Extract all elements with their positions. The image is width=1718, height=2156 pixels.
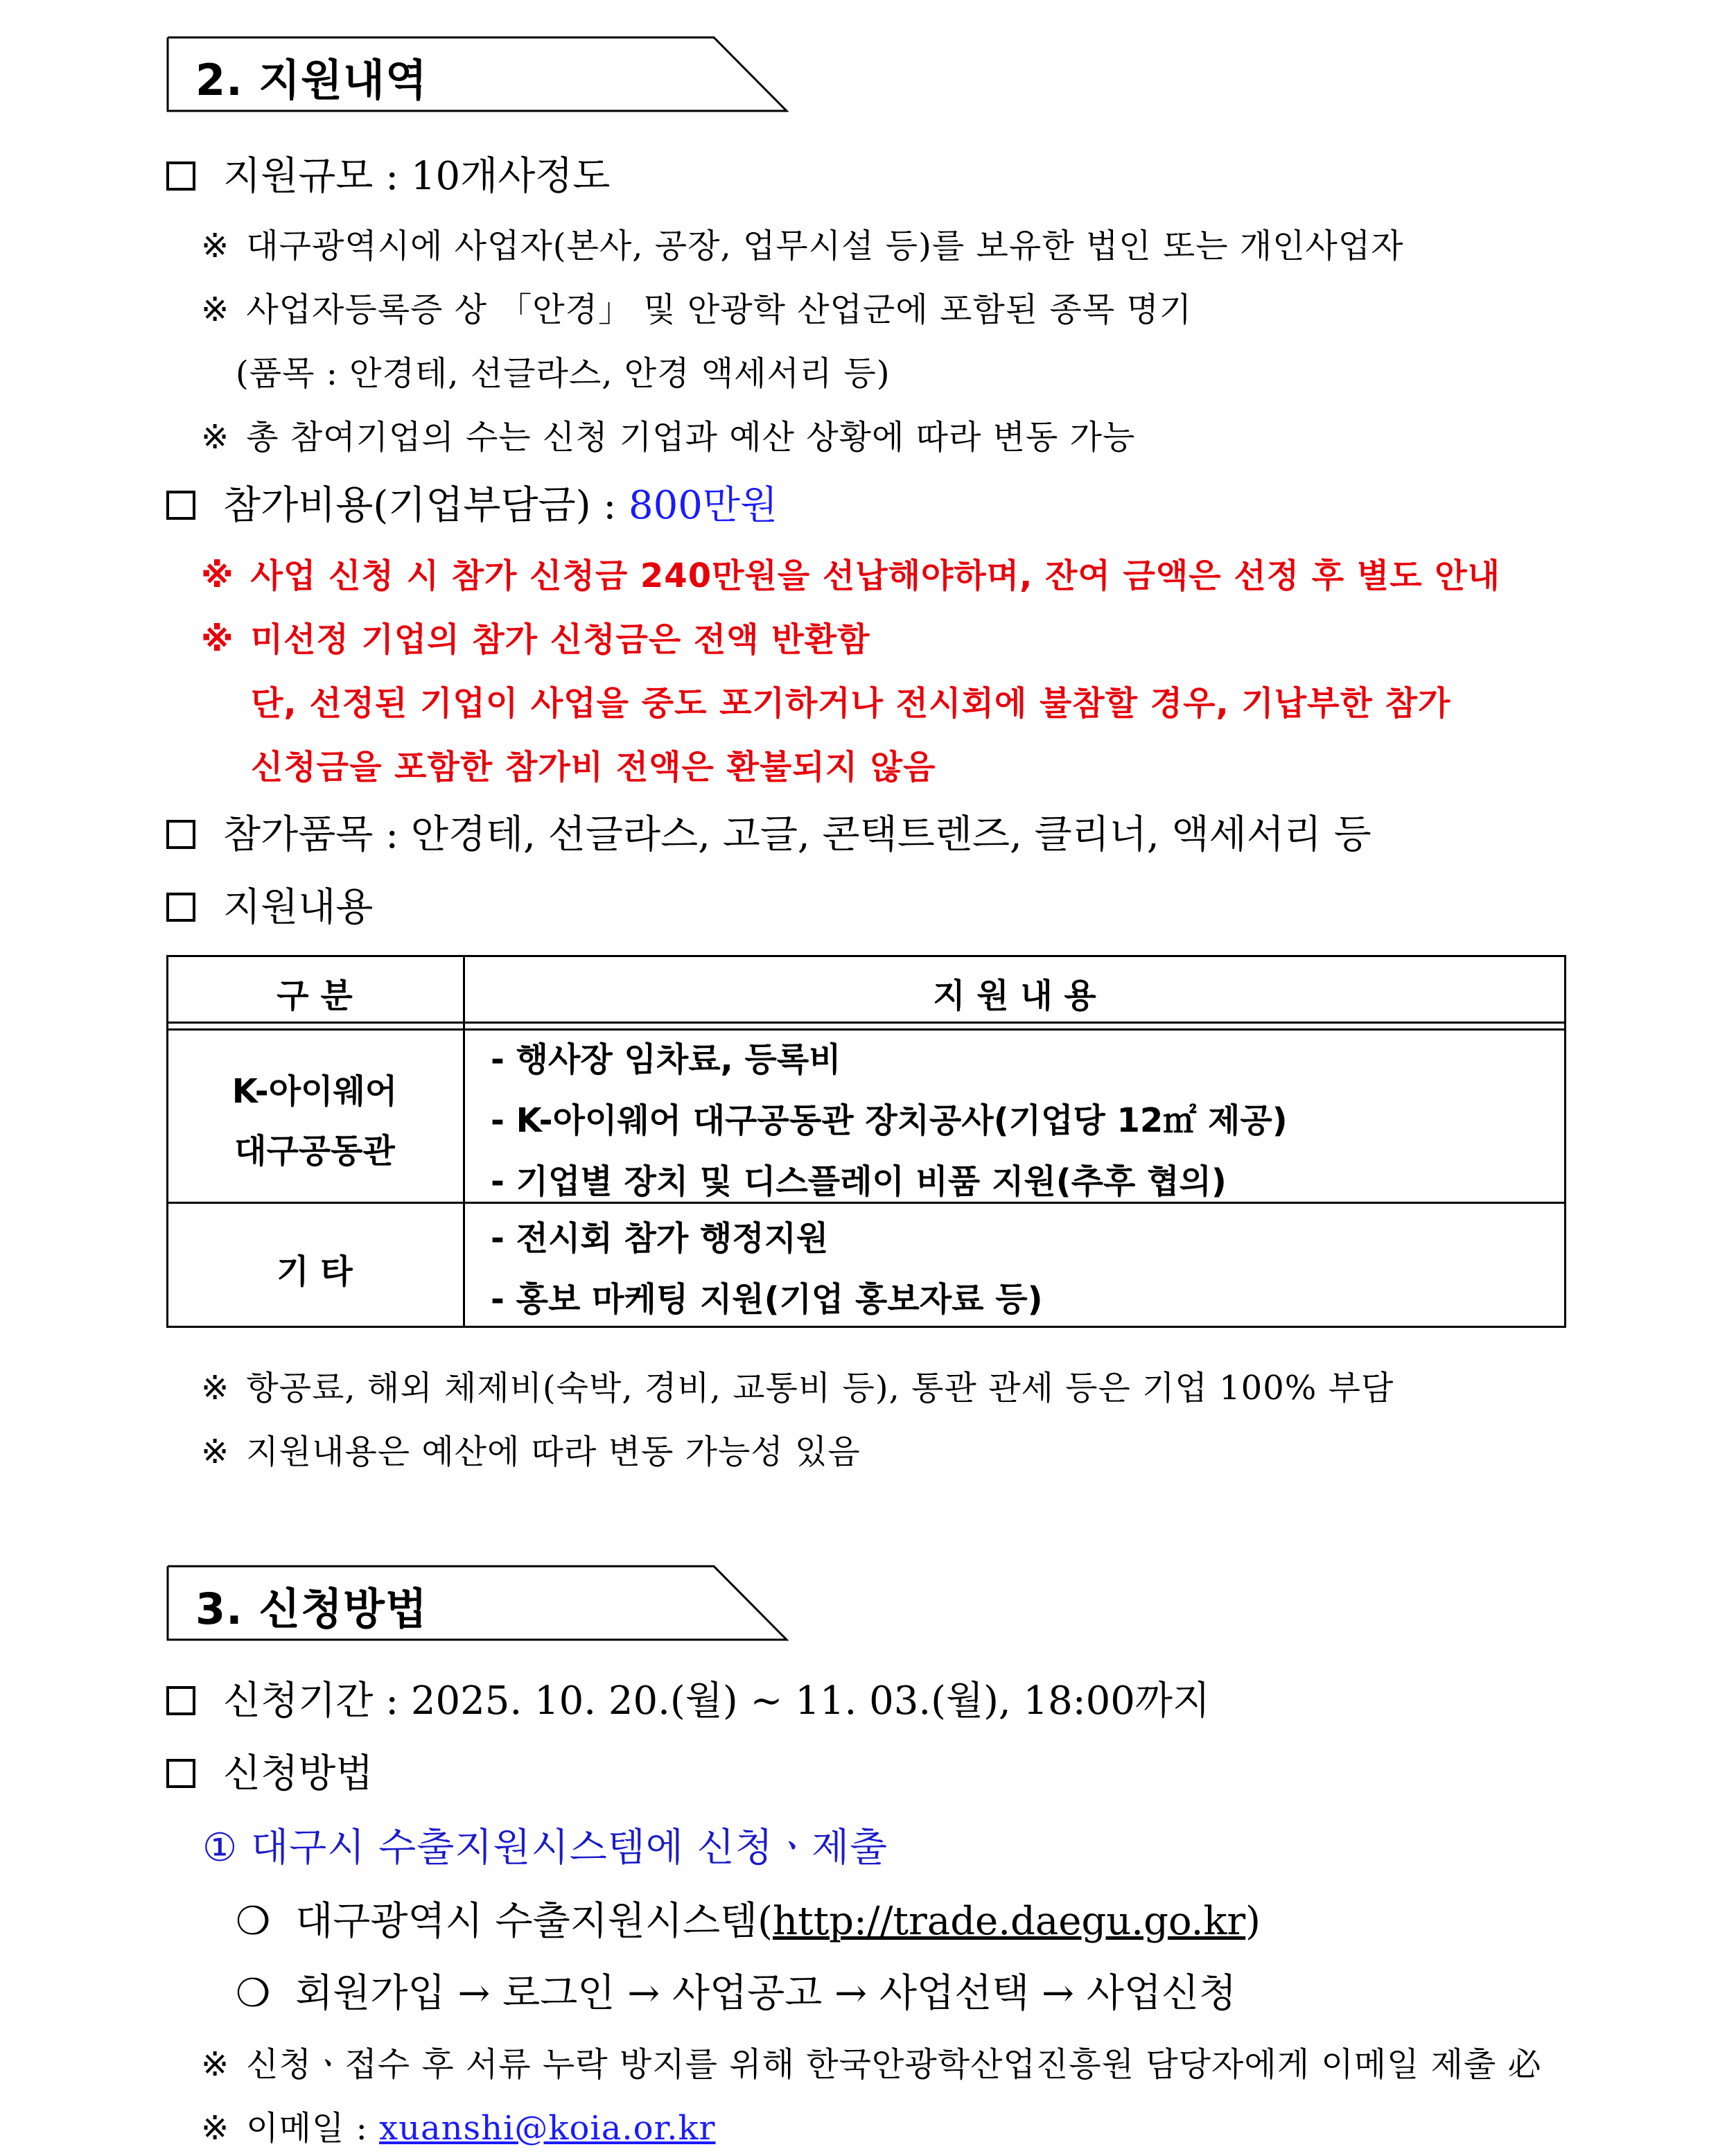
- support-line: [166, 877, 373, 932]
- period-value: 2025. 10. 20.(월) ~ 11. 03.(월), 18:00까지: [410, 1679, 1211, 1724]
- table-header-category: 구 분: [277, 976, 353, 1015]
- fee-value: 800만원: [629, 483, 778, 528]
- checkbox-icon: [166, 1686, 195, 1715]
- note-mark-icon: ※: [201, 2109, 230, 2148]
- checkbox-icon: [166, 491, 195, 520]
- method-line: [166, 1743, 373, 1798]
- note-mark-icon: ※: [201, 1369, 230, 1408]
- circle-bullet-icon: ❍: [236, 1971, 271, 2016]
- period-label: 신청기간: [223, 1679, 374, 1724]
- scale-note-4: ※ 총 참여기업의 수는 신청 기업과 예산 상황에 따라 변동 가능: [201, 418, 1136, 457]
- fee-note-1: ※ 사업 신청 시 참가 신청금 240만원을 선납해야하며, 잔여 금액은 선정 후 별도 안내: [201, 556, 1501, 595]
- table-row-2-category: 기 타: [277, 1252, 353, 1291]
- support-label: 지원내용: [223, 885, 374, 930]
- steps-line: ❍ 회원가입 → 로그인 → 사업공고 → 사업선택 → 사업신청: [236, 1971, 1237, 2016]
- period-line: 신청기간 : 2025. 10. 20.(월) ~ 11. 03.(월), 18:00까지: [166, 1670, 1210, 1726]
- fee-note-3: 단, 선정된 기업이 사업을 중도 포기하거나 전시회에 불참할 경우, 기납부한 참가: [251, 684, 1451, 723]
- fee-line: 참가비용(기업부담금) : 800만원: [166, 475, 778, 530]
- method-1-title: ① 대구시 수출지원시스템에 신청ㆍ제출: [202, 1825, 888, 1870]
- table-row-1-category: K-아이웨어: [231, 1072, 398, 1111]
- fee-note-4: 신청금을 포함한 참가비 전액은 환불되지 않음: [251, 748, 936, 787]
- items-line: 참가품목 : 안경테, 선글라스, 고글, 콘택트렌즈, 클리너, 액세서리 등: [166, 804, 1371, 859]
- fee-label: 참가비용(기업부담금): [223, 483, 591, 528]
- checkbox-icon: [166, 161, 195, 191]
- items-value: 안경테, 선글라스, 고글, 콘택트렌즈, 클리너, 액세서리 등: [410, 812, 1371, 857]
- note-mark-icon: ※: [201, 556, 234, 595]
- table-row-2-item: - 홍보 마케팅 지원(기업 홍보자료 등): [491, 1280, 1043, 1319]
- note-mark-icon: ※: [201, 2045, 230, 2084]
- circle-bullet-icon: ❍: [236, 1899, 271, 1944]
- items-label: 참가품목: [223, 812, 374, 857]
- section-2-title: 2. 지원내역: [195, 55, 428, 105]
- fee-note-2: ※ 미선정 기업의 참가 신청금은 전액 반환함: [201, 620, 870, 659]
- support-table: [166, 955, 1566, 1328]
- scale-note-3: (품목 : 안경테, 선글라스, 안경 액세서리 등): [236, 354, 891, 393]
- checkbox-icon: [166, 820, 195, 849]
- table-header-content: 지 원 내 용: [933, 976, 1096, 1015]
- support-note-1: ※ 항공료, 해외 체제비(숙박, 경비, 교통비 등), 통관 관세 등은 기업 100% 부담: [201, 1369, 1394, 1408]
- method-note-1: ※ 신청ㆍ접수 후 서류 누락 방지를 위해 한국안광학산업진흥원 담당자에게 이메일 제출 必: [201, 2045, 1542, 2084]
- email-link[interactable]: xuanshi@koia.or.kr: [379, 2109, 716, 2148]
- support-note-2: ※ 지원내용은 예산에 따라 변동 가능성 있음: [201, 1432, 861, 1471]
- table-row-1-item: - 행사장 임차료, 등록비: [491, 1040, 841, 1079]
- table-row-2-item: - 전시회 참가 행정지원: [491, 1219, 829, 1258]
- scale-line: 지원규모 : 10개사정도: [166, 146, 611, 201]
- scale-note-1: ※ 대구광역시에 사업자(본사, 공장, 업무시설 등)를 보유한 법인 또는 개인사업자: [201, 227, 1404, 265]
- checkbox-icon: [166, 893, 195, 922]
- note-mark-icon: ※: [201, 418, 230, 457]
- scale-value: 10개사정도: [410, 154, 611, 199]
- system-url-link[interactable]: http://trade.daegu.go.kr: [773, 1899, 1246, 1944]
- note-mark-icon: ※: [201, 290, 230, 329]
- note-mark-icon: ※: [201, 620, 234, 659]
- table-row-1-item: - 기업별 장치 및 디스플레이 비품 지원(추후 협의): [491, 1162, 1227, 1201]
- section-3-header: [166, 1565, 790, 1642]
- scale-note-2: ※ 사업자등록증 상 「안경」 및 안광학 산업군에 포함된 종목 명기: [201, 290, 1193, 329]
- system-line: ❍ 대구광역시 수출지원시스템(http://trade.daegu.go.kr): [236, 1899, 1261, 1944]
- table-row-1-category: 대구공동관: [234, 1132, 395, 1171]
- method-label: 신청방법: [223, 1751, 374, 1796]
- note-mark-icon: ※: [201, 1432, 230, 1471]
- table-row-1-item: - K-아이웨어 대구공동관 장치공사(기업당 12㎡ 제공): [491, 1101, 1288, 1140]
- section-2-header: [166, 36, 790, 114]
- section-3-title: 3. 신청방법: [195, 1584, 428, 1634]
- scale-label: 지원규모: [223, 154, 374, 199]
- checkbox-icon: [166, 1759, 195, 1788]
- note-mark-icon: ※: [201, 227, 230, 265]
- email-line: ※ 이메일 : xuanshi@koia.or.kr: [201, 2109, 716, 2148]
